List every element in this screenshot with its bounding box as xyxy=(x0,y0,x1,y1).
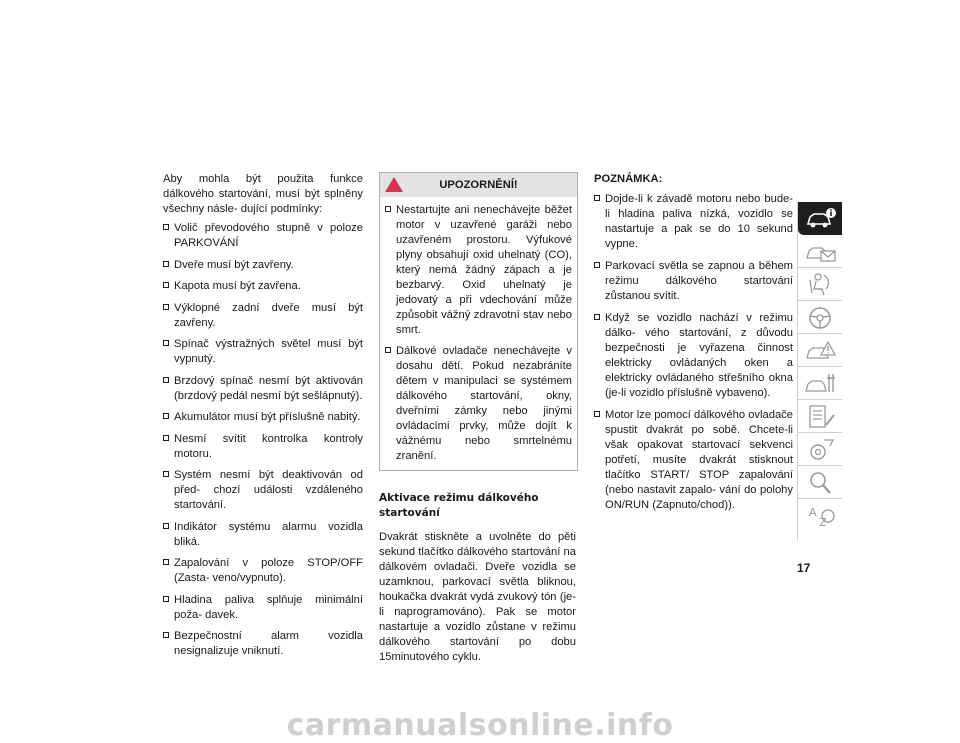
list-item: Spínač výstražných světel musí být vypnutý. xyxy=(163,337,363,367)
search-icon xyxy=(804,469,838,496)
list-item: Brzdový spínač nesmí být aktivován (brzdový pedál nesmí být sešlápnutý). xyxy=(163,374,363,404)
maintenance-list-icon xyxy=(804,403,838,430)
tab-warning-car[interactable] xyxy=(798,334,842,367)
list-item: Bezpečnostní alarm vozidla nesignalizuje vniknutí. xyxy=(163,629,363,659)
tab-car-envelope[interactable] xyxy=(798,235,842,268)
svg-text:Z: Z xyxy=(819,516,827,529)
column-left xyxy=(163,172,363,666)
tab-airbag-seat[interactable] xyxy=(798,268,842,301)
tab-index[interactable] xyxy=(798,499,842,540)
warning-car-icon xyxy=(804,337,838,364)
list-item: Nesmí svítit kontrolka kontroly motoru. xyxy=(163,432,363,462)
intro-paragraph: Aby mohla být použita funkce dálkového startování, musí být splněny všechny násle- dující podmínky: xyxy=(163,173,363,215)
conditions-list xyxy=(163,221,363,659)
car-service-icon xyxy=(804,370,838,397)
list-item: Systém nesmí být deaktivován od před- chozí události vzdáleného startování. xyxy=(163,468,363,513)
specifications-icon xyxy=(804,436,838,463)
list-item: Akumulátor musí být příslušně nabitý. xyxy=(163,410,363,425)
column-middle xyxy=(379,172,576,665)
warning-list xyxy=(385,203,572,464)
index-icon xyxy=(804,502,838,534)
warning-header xyxy=(380,173,577,197)
chapter-tabs xyxy=(797,202,842,540)
warning-title: UPOZORNĚNÍ! xyxy=(439,179,518,191)
list-item: Motor lze pomocí dálkového ovladače spustit dvakrát po sobě. Chcete-li však opakovat startovací sekvenci potřetí, musíte dvakrát stisknout tlačítko START/ STOP zapalování (nebo nastavit zapalo- vání do polohy ON/RUN (Zapnuto/chod)). xyxy=(594,408,793,513)
list-item: Zapalování v poloze STOP/OFF (Zasta- veno/vypnuto). xyxy=(163,556,363,586)
list-item: Hladina paliva splňuje minimální poža- davek. xyxy=(163,593,363,623)
list-item: Nestartujte ani nenechávejte běžet motor v uzavřené garáži nebo uzavřeném prostoru. Výfukové plyny obsahují oxid uhelnatý (CO), který nemá žádný zápach a je bezbarvý. Oxid uhelnatý je jedovatý a při vdechování může způsobit vážný zdravotní stav nebo smrt. xyxy=(385,203,572,338)
tab-car-info[interactable] xyxy=(798,202,842,235)
warning-triangle-icon xyxy=(384,176,404,193)
section-heading: Aktivace režimu dálkového startování xyxy=(379,492,539,519)
column-right xyxy=(594,172,793,520)
page-number: 17 xyxy=(797,561,811,575)
list-item: Dveře musí být zavřeny. xyxy=(163,258,363,273)
note-list xyxy=(594,192,793,513)
airbag-seat-icon xyxy=(804,271,838,298)
tab-maintenance[interactable] xyxy=(798,400,842,433)
note-title: POZNÁMKA: xyxy=(594,173,663,185)
tab-steering-wheel[interactable] xyxy=(798,301,842,334)
list-item: Kapota musí být zavřena. xyxy=(163,279,363,294)
section-body: Dvakrát stiskněte a uvolněte do pěti sekund tlačítko dálkového startování na dálkovém ovladači. Dveře vozidla se uzamknou, parkovací světla bliknou, houkačka dvakrát vydá zvukový tón (je-li naprogramováno). Pak se motor nastartuje a vozidlo zůstane v režimu dálkového startování po dobu 15minutového cyklu. xyxy=(379,531,576,663)
list-item: Parkovací světla se zapnou a během režimu dálkového startování zůstanou svítit. xyxy=(594,259,793,304)
car-info-icon xyxy=(804,205,838,232)
list-item: Výklopné zadní dveře musí být zavřeny. xyxy=(163,301,363,331)
car-envelope-icon xyxy=(804,238,838,265)
list-item: Volič převodového stupně v poloze PARKOVÁNÍ xyxy=(163,221,363,251)
list-item: Indikátor systému alarmu vozidla bliká. xyxy=(163,520,363,550)
watermark: carmanualsonline.info xyxy=(286,708,674,743)
steering-wheel-icon xyxy=(804,304,838,331)
svg-text:A: A xyxy=(809,506,817,519)
list-item: Dálkové ovladače nenechávejte v dosahu dětí. Pokud nezabráníte dětem v manipulaci se systémem dálkového startování, okny, dveřními zámky nebo jinými ovládacími prvky, může dojít k vážnému nebo smrtelnému zranění. xyxy=(385,344,572,464)
warning-box xyxy=(379,172,578,471)
tab-car-service[interactable] xyxy=(798,367,842,400)
tab-specifications[interactable] xyxy=(798,433,842,466)
tab-search[interactable] xyxy=(798,466,842,499)
list-item: Když se vozidlo nachází v režimu dálko- vého startování, z důvodu bezpečnosti je vyřazena činnost elektricky ovládaných oken a elektricky ovládaného střešního okna (je-li vozidlo příslušně vybaveno). xyxy=(594,311,793,401)
list-item: Dojde-li k závadě motoru nebo bude-li hladina paliva nízká, vozidlo se nastartuje a pak se do 10 sekund vypne. xyxy=(594,192,793,252)
